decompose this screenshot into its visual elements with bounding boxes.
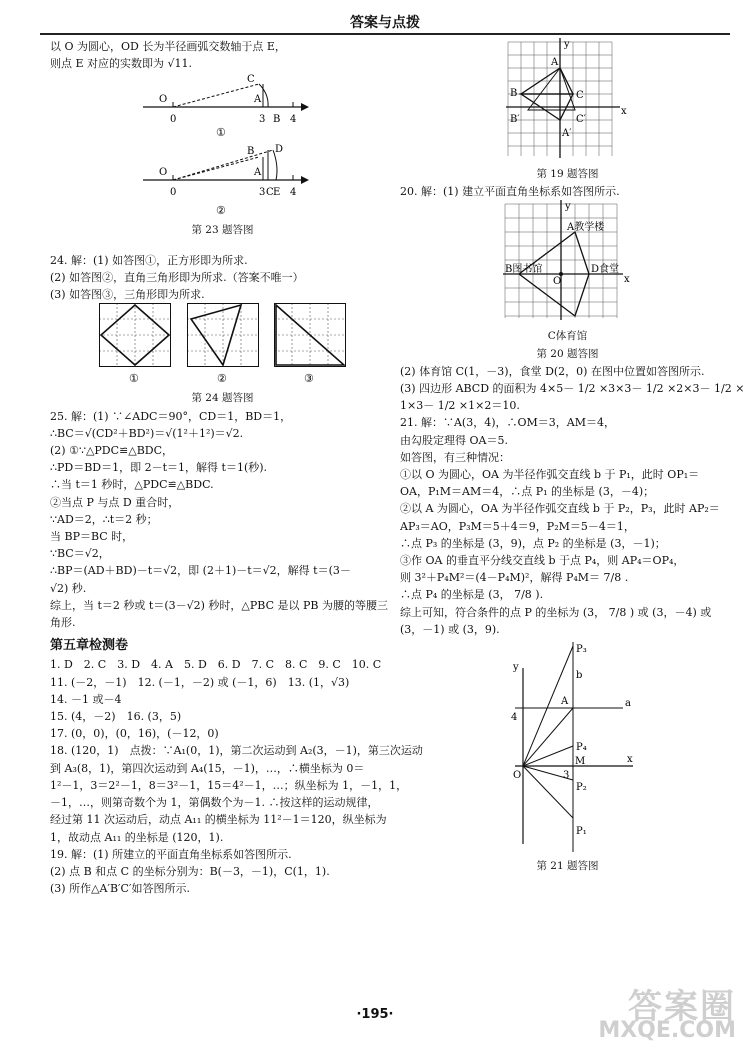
svg-text:4: 4: [510, 712, 517, 724]
svg-text:③: ③: [304, 372, 314, 386]
svg-text:②: ②: [216, 372, 227, 386]
svg-text:D食堂: D食堂: [590, 264, 619, 276]
svg-text:A: A: [560, 696, 568, 708]
svg-text:C′: C′: [575, 114, 586, 125]
figure-19: [498, 38, 638, 166]
svg-text:A′: A′: [561, 128, 571, 139]
svg-text:x: x: [626, 754, 633, 766]
svg-text:A教学楼: A教学楼: [566, 222, 604, 234]
figure-caption: 第 24 题答图: [191, 392, 254, 405]
svg-text:A: A: [253, 167, 261, 179]
svg-text:A: A: [550, 57, 558, 68]
text-line: 24. 解：(1) 如答图①，正方形即为所求.: [50, 253, 248, 267]
text-line: (3) 如答图③，三角形即为所求.: [50, 288, 205, 302]
svg-text:B: B: [246, 146, 254, 158]
svg-text:P₃: P₃: [575, 644, 587, 656]
svg-text:①: ①: [129, 372, 139, 386]
figure-number: ②: [215, 204, 226, 218]
grid-figure-2: [187, 303, 259, 385]
svg-text:B图书馆: B图书馆: [504, 264, 542, 276]
figure-20: [493, 200, 643, 328]
label-a: A: [253, 94, 261, 106]
text-line: 则点 E 对应的实数即为 √11.: [50, 57, 193, 71]
figure-caption: 第 19 题答图: [536, 168, 599, 180]
svg-text:x: x: [620, 106, 627, 117]
chapter-title: 第五章检测卷: [50, 638, 129, 654]
svg-text:B′: B′: [509, 114, 520, 125]
tick-3: 3: [258, 114, 265, 126]
svg-text:P₂: P₂: [575, 782, 587, 794]
text-line: 以 O 为圆心，OD 长为半径画弧交数轴于点 E，: [50, 40, 286, 53]
tick-4: 4: [289, 114, 296, 126]
label-b: C: [246, 74, 255, 86]
svg-text:3: 3: [562, 770, 569, 782]
watermark: 答案圈 MXQE.COM: [598, 987, 736, 1043]
figure-24: [50, 303, 395, 390]
figure-23: [123, 72, 323, 222]
svg-text:O: O: [552, 276, 561, 288]
svg-text:x: x: [623, 274, 630, 286]
svg-text:y: y: [512, 662, 519, 674]
right-column: y x A B C B′ C′ A′ 第 19 题答图 20. 解：(1) 建立平面直角坐标系如答图所示. y x A教学楼 B图书馆 D食堂 O C体育馆 第 20 题答图 (2) 体育馆 C(1，－3)，食堂 D(2，0) 在图中位置如答图所示. (3) 四边形 ABCD 的面积为 4×5－ 1/2 ×3×3－ 1/2 ×2×3－ 1/2 × 1×3－ 1/2 ×1×2＝10. 21. 解：∵A(3，4)，∴OM＝3，AM＝4， 由勾股定理得 OA＝5. 如答图，有三种情况： ①以 O 为圆心，OA 为半径作弧交直线 b 于 P₁，此时 OP₁＝ OA，P₁M＝AM＝4，∴点 P₁ 的坐标是 (3，－4)； ②以 A 为圆心，OA 为半径作弧交直线 b 于 P₂，P₃，此时 AP₂＝ AP₃＝AO，P₃M＝5＋4＝9，P₂M＝5－4＝1， ∴点 P₃ 的坐标是 (3，9)，点 P₂ 的坐标是 (3，－1)； ③作 OA 的垂直平分线交直线 b 于点 P₄，则 AP₄＝OP₄， 则 3²＋P₄M²＝(4－P₄M)²，解得 P₄M＝ 7/8 . ∴点 P₄ 的坐标是 (3， 7/8 ). 综上可知，符合条件的点 P 的坐标为 (3， 7/8 ) 或 (3，－4) 或 (3，－1) 或 (3，9). y x O A a b 4 3 M P₁ P₂ P₃ P₄ 第 21 题答图: [400, 38, 735, 875]
figure-caption: 第 21 题答图: [536, 860, 599, 873]
figure-caption: 第 20 题答图: [536, 347, 599, 360]
svg-text:3: 3: [258, 187, 265, 199]
svg-text:P₄: P₄: [575, 742, 587, 754]
svg-text:a: a: [624, 698, 631, 710]
svg-text:B: B: [509, 88, 517, 99]
left-column: 以 O 为圆心，OD 长为半径画弧交数轴于点 E， 则点 E 对应的实数即为 √11. O C A B 0 3 4 ① O B D A 0 3 C E 4 ② 第 23 题答图 24. 解：(1) 如答图①，正方形即为所求. (2) 如答图②，直角三角形即为所求.（答案不唯一） (3) 如答图③，三角形即为所求. ① ② ③ 第 24 题答图 25. 解：(1) ∵∠ADC＝90°，CD＝1，BD＝1， ∴BC＝√(CD²＋BD²)＝√(1²＋1²)＝√2. (2) ①∵△PDC≌△BDC， ∴PD＝BD＝1，即 2－t＝1，解得 t＝1(秒). ∴当 t＝1 秒时，△PDC≌△BDC. ②当点 P 与点 D 重合时， ∵AD＝2，∴t＝2 秒； 当 BP＝BC 时， ∵BC＝√2， ∴BP＝(AD＋BD)－t＝√2，即 (2＋1)－t＝√2，解得 t＝(3－ √2) 秒. 综上，当 t＝2 秒或 t＝(3－√2) 秒时，△PBC 是以 PB 为腰的等腰三 角形. 第五章检测卷 1. D 2. C 3. D 4. A 5. D 6. D 7. C 8. C 9. C 10. C 11. (－2，－1) 12. (－1，－2) 或 (－1，6) 13. (1，√3) 14. －1 或－4 15. (4，－2) 16. (3，5) 17. (0，0)，(0，16)，(－12，0) 18. (120，1) 点拨：∵A₁(0，1)，第二次运动到 A₂(3，－1)，第三次运动 到 A₃(8，1)，第四次运动到 A₄(15，－1)，…，∴横坐标为 0＝ 1²－1，3＝2²－1，8＝3²－1，15＝4²－1，…；纵坐标为 1，－1，1， －1，…，则第奇数个为 1，第偶数个为－1. ∴按这样的运动规律， 经过第 11 次运动后，动点 A₁₁ 的横坐标为 11²－1＝120，纵坐标为 1，故动点 A₁₁ 的坐标是 (120，1). 19. 解：(1) 所建立的平面直角坐标系如答图所示. (2) 点 B 和点 C 的坐标分别为：B(－3，－1)，C(1，1). (3) 所作△A′B′C′如答图所示.: [50, 40, 423, 896]
grid-figure-1: [99, 303, 171, 385]
svg-text:C: C: [265, 187, 274, 199]
page-header-title: 答案与点拨: [350, 15, 420, 31]
grid-figure-3: [274, 303, 346, 385]
header-rule: [40, 33, 730, 35]
svg-text:0: 0: [169, 187, 176, 199]
svg-text:D: D: [274, 144, 283, 156]
svg-text:b: b: [575, 670, 582, 682]
svg-text:C: C: [575, 90, 584, 101]
figure-21: [493, 638, 643, 858]
tick-0: 0: [169, 114, 176, 126]
svg-text:O: O: [158, 167, 167, 179]
svg-text:E: E: [272, 187, 280, 199]
label-c: B: [272, 114, 280, 126]
svg-text:P₁: P₁: [575, 826, 587, 838]
svg-text:y: y: [564, 201, 571, 213]
page-number: ·195·: [356, 1007, 394, 1022]
label-o: O: [158, 94, 167, 106]
text-line: (2) 如答图②，直角三角形即为所求.（答案不唯一）: [50, 270, 304, 284]
svg-text:4: 4: [289, 187, 296, 199]
figure-number: ①: [215, 126, 226, 140]
svg-text:O: O: [512, 770, 521, 782]
svg-text:M: M: [574, 756, 585, 768]
figure-caption: 第 23 题答图: [191, 224, 254, 237]
figure-label-c: C体育馆: [547, 330, 588, 343]
svg-text:y: y: [563, 39, 570, 50]
